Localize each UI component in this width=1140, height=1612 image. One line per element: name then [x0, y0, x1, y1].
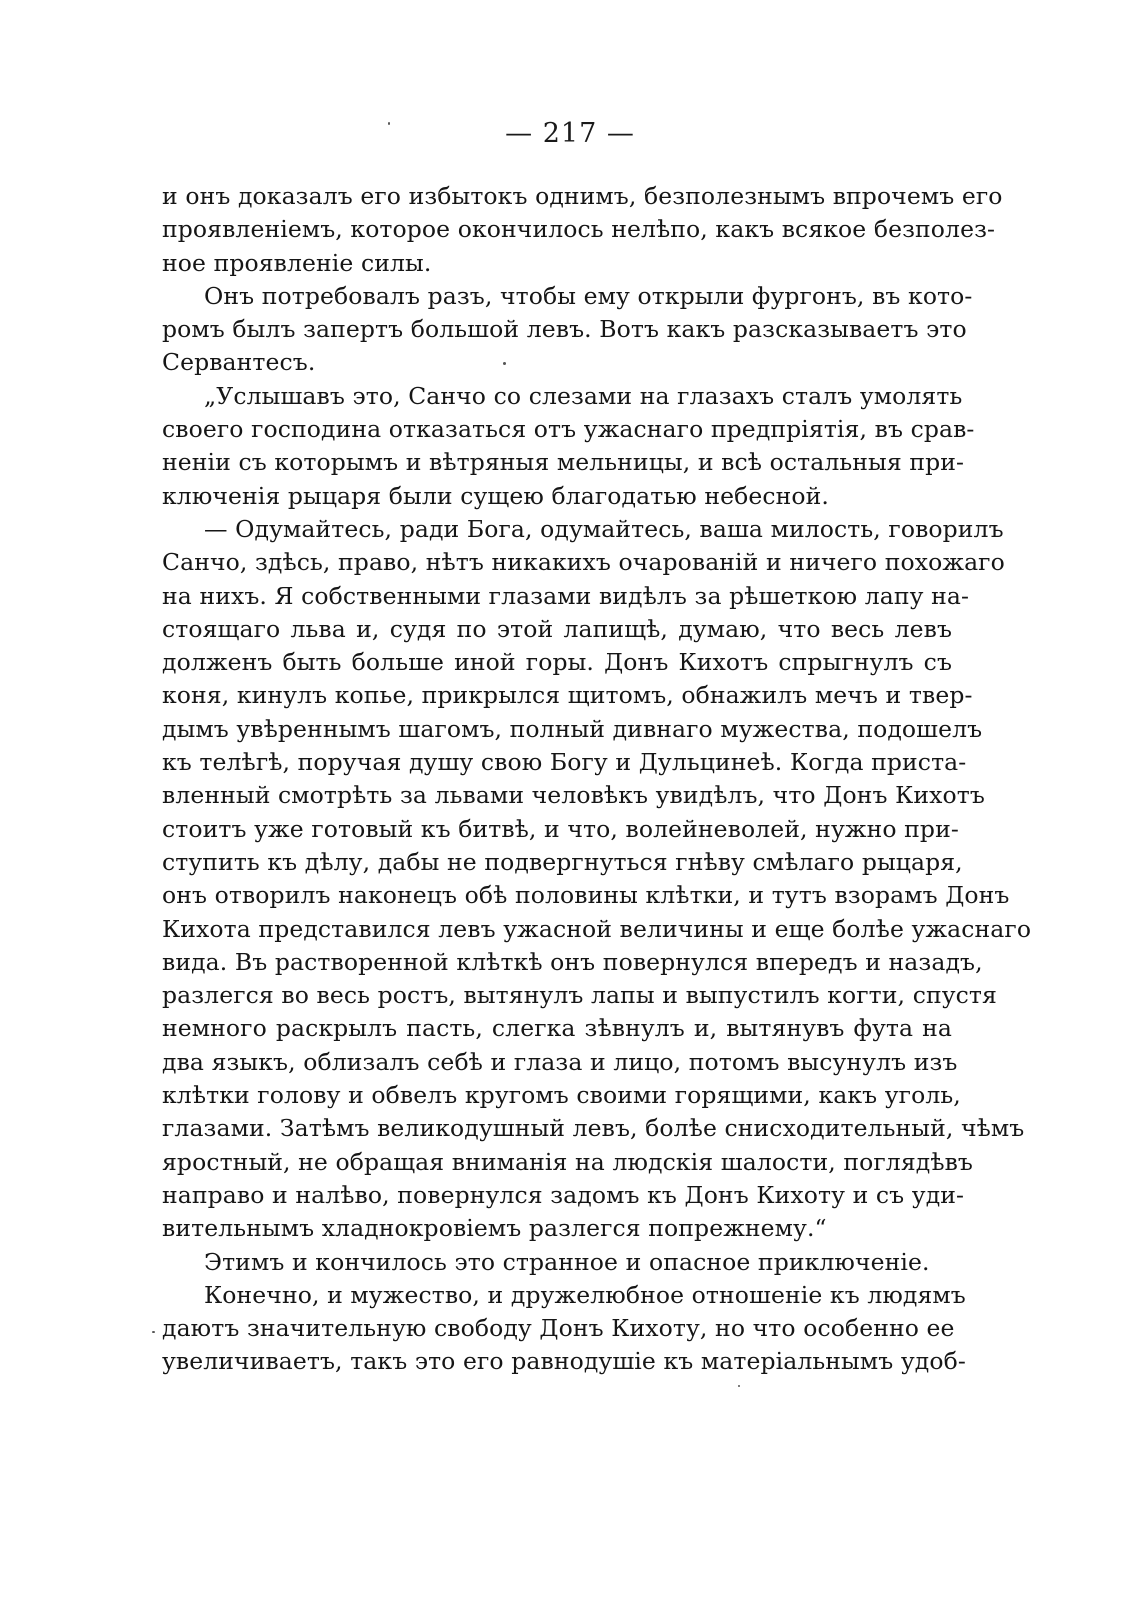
text-line: „Услышавъ это, Санчо со слезами на глазахъ сталъ умолять — [204, 381, 963, 410]
text-line: даютъ значительную свободу Донъ Кихоту, но что особенно ее — [162, 1314, 955, 1343]
text-line: долженъ быть больше иной горы. Донъ Кихотъ спрыгнулъ съ — [162, 648, 952, 677]
text-line: ное проявленіе силы. — [162, 248, 432, 277]
text-line: разлегся во весь ростъ, вытянулъ лапы и выпустилъ когти, спустя — [162, 981, 997, 1010]
text-line: — Одумайтесь, ради Бога, одумайтесь, ваша милость, говорилъ — [204, 514, 1004, 543]
scan-speck — [152, 1331, 155, 1333]
text-line: проявленіемъ, которое окончилось нелѣпо, какъ всякое безполез- — [162, 215, 996, 244]
page-number: — 217 — — [505, 118, 635, 149]
text-line: и онъ доказалъ его избытокъ однимъ, безполезнымъ впрочемъ его — [162, 182, 1003, 210]
text-line: ключенія рыцаря были сущею благодатью небесной. — [162, 481, 829, 510]
text-line: Кихота представился левъ ужасной величины и еще болѣе ужаснаго — [162, 914, 1032, 943]
text-line: Санчо, здѣсь, право, нѣтъ никакихъ очарованій и ничего похожаго — [162, 548, 1005, 577]
text-line: направо и налѣво, повернулся задомъ къ Донъ Кихоту и съ уди- — [162, 1180, 965, 1209]
paragraph — [162, 380, 975, 513]
text-line: вида. Въ растворенной клѣткѣ онъ повернулся впередъ и назадъ, — [162, 947, 983, 976]
text-line: къ телѣгѣ, поручая душу свою Богу и Дульцинеѣ. Когда приста- — [162, 748, 967, 777]
text-line: неніи съ которымъ и вѣтряныя мельницы, и всѣ остальныя при- — [162, 448, 965, 477]
text-line: онъ отворилъ наконецъ обѣ половины клѣтки, и тутъ взорамъ Донъ — [162, 881, 1010, 910]
text-line: на нихъ. Я собственными глазами видѣлъ за рѣшеткою лапу на- — [162, 581, 970, 610]
text-line: ступить къ дѣлу, дабы не подвергнуться гнѣву смѣлаго рыцаря, — [162, 847, 963, 876]
text-line: вленный смотрѣть за львами человѣкъ увидѣлъ, что Донъ Кихотъ — [162, 781, 985, 810]
text-line: немного раскрылъ пасть, слегка зѣвнулъ и, вытянувъ фута на — [162, 1014, 952, 1043]
text-line: стоитъ уже готовый къ битвѣ, и что, волейневолей, нужно при- — [162, 814, 959, 843]
text-line: ромъ былъ запертъ большой левъ. Вотъ какъ разсказываетъ это — [162, 315, 967, 344]
scan-speck — [388, 122, 390, 125]
paragraph — [162, 280, 973, 380]
text-line: коня, кинулъ копье, прикрылся щитомъ, обнажилъ мечъ и твер- — [162, 681, 973, 710]
text-line: увеличиваетъ, такъ это его равнодушіе къ матеріальнымъ удоб- — [162, 1347, 966, 1376]
text-line: яростный, не обращая вниманія на людскія шалости, поглядѣвъ — [162, 1147, 973, 1176]
text-line: вительнымъ хладнокровіемъ разлегся попрежнему.“ — [162, 1214, 827, 1243]
scan-speck — [503, 362, 506, 365]
text-line: Этимъ и кончилось это странное и опасное приключеніе. — [204, 1247, 930, 1276]
paragraph — [162, 180, 1003, 280]
paragraph — [162, 1246, 952, 1279]
text-line: два языкъ, облизалъ себѣ и глаза и лицо, потомъ высунулъ изъ — [162, 1047, 958, 1076]
text-line: стоящаго льва и, судя по этой лапищѣ, думаю, что весь левъ — [162, 614, 952, 643]
text-line: дымъ увѣреннымъ шагомъ, полный дивнаго мужества, подошелъ — [162, 714, 983, 743]
text-line: клѣтки голову и обвелъ кругомъ своими горящими, какъ уголь, — [162, 1081, 961, 1110]
text-line: своего господина отказаться отъ ужаснаго предпріятія, въ срав- — [162, 415, 975, 444]
paragraph — [162, 513, 1032, 1246]
text-line: Конечно, и мужество, и дружелюбное отношеніе къ людямъ — [204, 1280, 966, 1309]
text-line: Сервантесъ. — [162, 348, 316, 377]
text-line: Онъ потребовалъ разъ, чтобы ему открыли фургонъ, въ кото- — [204, 281, 973, 310]
paragraph — [162, 1279, 966, 1379]
scan-speck — [738, 1385, 740, 1387]
body-text — [162, 180, 1032, 1379]
text-line: глазами. Затѣмъ великодушный левъ, болѣе снисходительный, чѣмъ — [162, 1114, 1025, 1143]
